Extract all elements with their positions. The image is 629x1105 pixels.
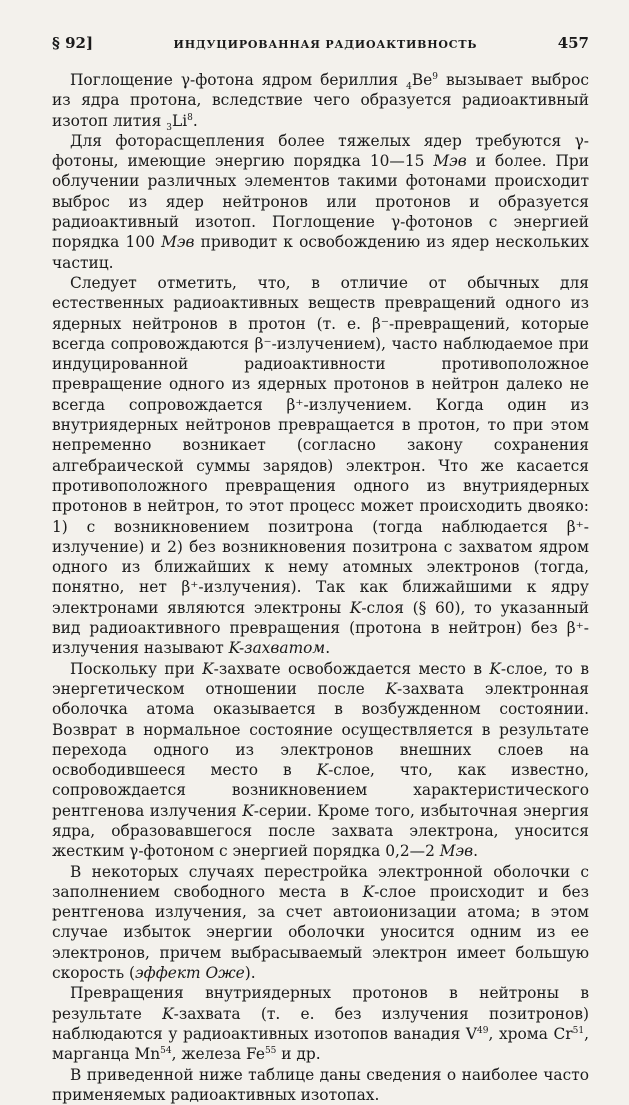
page-number: 457 — [557, 34, 589, 52]
paragraph-3: Следует отметить, что, в отличие от обычных для естественных радиоактивных веществ превращений одного из ядерных нейтронов в протон (т. е. β⁻-превращений, которые всегда сопровождаются β⁻-излучением), часто наблюдаемое при индуцированной радиоактивности противоположное превращение одного из ядерных протонов в нейтрон далеко не всегда сопровождается β⁺-излучением. Когда один из внутриядерных нейтронов превращается в протон, то при этом непременно возникает (согласно закону сохранения алгебраической суммы зарядов) электрон. Что же касается противоположного превращения одного из внутриядерных протонов в нейтрон, то этот процесс может происходить двояко: 1) с возникновением позитрона (тогда наблюдается β⁺-излучение) и 2) без возникновения позитрона с захватом ядром одного из ближайших к нему атомных электронов (тогда, понятно, нет β⁺-излучения). Так как ближайшими к ядру электронами являются электроны K-слоя (§ 60), то указанный вид радиоактивного превращения (протона в нейтрон) без β⁺-излучения называют K-захватом. — [52, 273, 590, 658]
paragraph-5: В некоторых случаях перестройка электронной оболочки с заполнением свободного места в K-слое происходит и без рентгенова излучения, за счет автоионизации атома; в этом случае избыток энергии оболочки уносится одним из ее электронов, причем выбрасываемый электрон имеет большую скорость (эффект Оже). — [52, 862, 590, 983]
running-header — [52, 34, 589, 52]
term-auger-effect: эффект Оже — [135, 964, 245, 983]
paragraph-2: Для фоторасщепления более тяжелых ядер требуются γ-фотоны, имеющие энергию порядка 10—15 Мэв и более. При облучении различных элементов такими фотонами происходит выброс из ядер нейтронов или протонов и образуется радиоактивный изотоп. Поглощение γ-фотонов с энергией порядка 100 Мэв приводит к освобождению из ядер нескольких частиц. — [52, 131, 589, 272]
paragraph-7: В приведенной ниже таблице даны сведения о наиболее часто применяемых радиоактивных изотопах. — [52, 1065, 589, 1104]
paragraph-1: Поглощение γ-фотона ядром бериллия $_4Be^9$ вызывает выброс из ядра протона, вследствие чего образуется радиоактивный изотоп лития $_3Li^8$. — [52, 71, 589, 133]
paragraph-6: Превращения внутриядерных протонов в нейтроны в результате K-захвата (т. е. без излучения позитронов) наблюдаются у радиоактивных изотопов ванадия $V^{49}$, хрома Cr$^{51}$, марганца Mn$^{54}$, железа Fe$^{55}$ и др. — [52, 984, 589, 1064]
term-k-capture: K-захватом — [228, 639, 326, 658]
paragraph-4: Поскольку при K-захвате освобождается место в K-слое, то в энергетическом отношении после K-захвата электронная оболочка атома оказывается в возбужденном состоянии. Возврат в нормальное состояние осуществляется в результате перехода одного из электронов внешних слоев на освободившееся место в K-слое, что, как известно, сопровождается возникновением характеристического рентгенова излучения K-серии. Кроме того, избыточная энергия ядра, образовавшегося после захвата электрона, уносится жестким γ-фотоном с энергией порядка 0,2—2 Мэв. — [52, 659, 589, 861]
section-marker: § 92] — [52, 34, 94, 52]
running-title: ИНДУЦИРОВАННАЯ РАДИОАКТИВНОСТЬ — [173, 38, 478, 51]
